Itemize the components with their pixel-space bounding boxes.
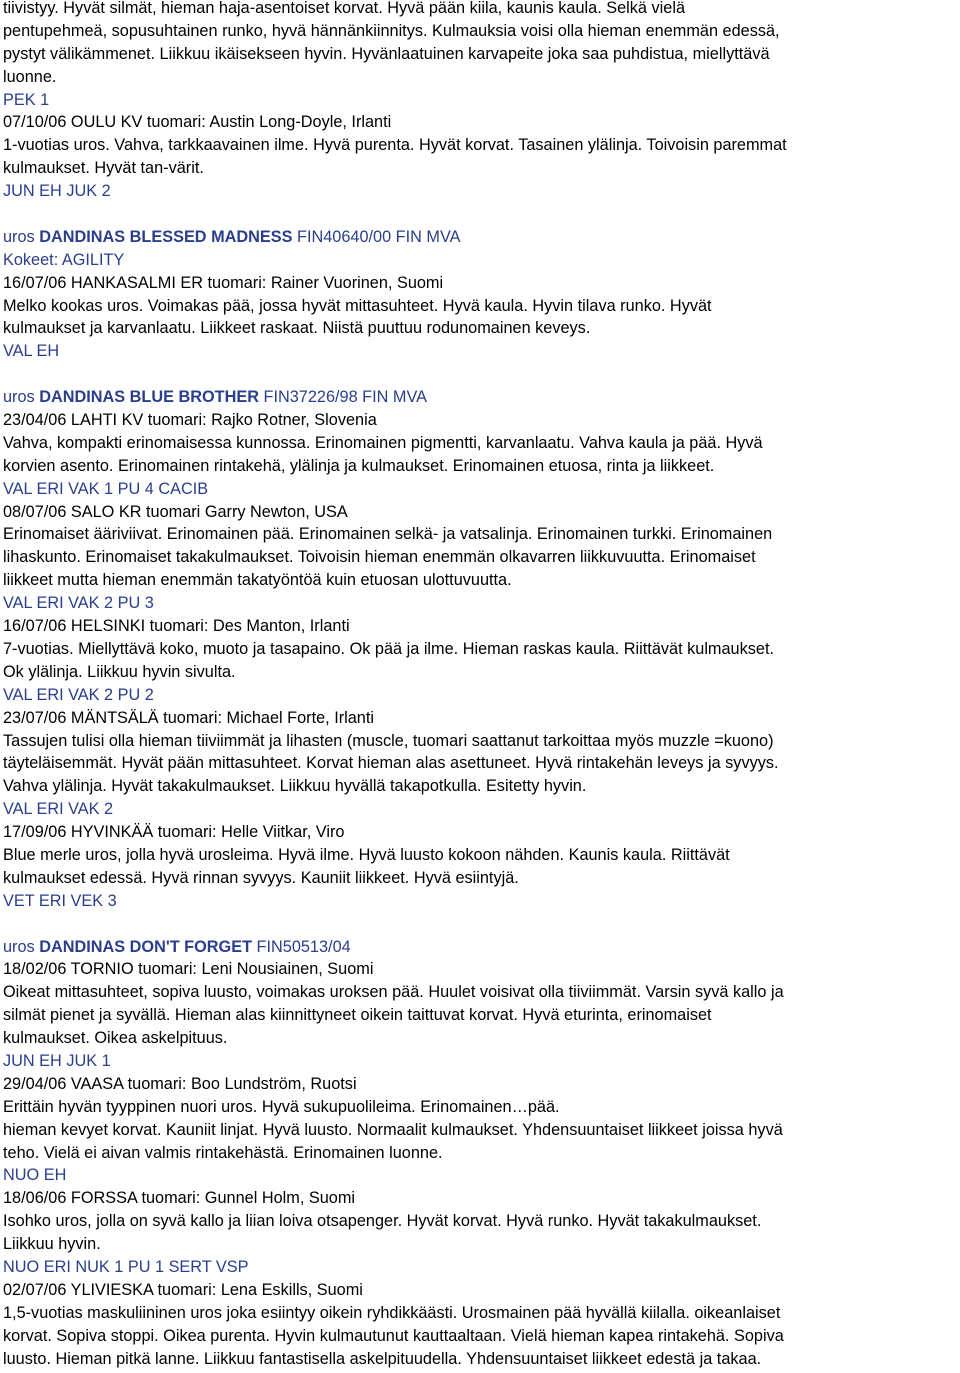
critique-line: kulmaukset. Oikea askelpituus. bbox=[3, 1029, 228, 1048]
critique-line: kulmaukset edessä. Hyvä rinnan syvyys. Kauniit liikkeet. Hyvä esiintyjä. bbox=[3, 868, 519, 887]
critique-line: kulmaukset. Hyvät tan-värit. bbox=[3, 159, 204, 178]
dog-sex: uros bbox=[3, 937, 40, 956]
award-line: VET ERI VEK 3 bbox=[3, 891, 117, 910]
critique-line: 1,5-vuotias maskuliininen uros joka esiintyy oikein ryhdikkäästi. Urosmainen pää hyvällä kiilalla. oikeanlaiset bbox=[3, 1303, 781, 1322]
critique-line: Vahva ylälinja. Hyvät takakulmaukset. Liikkuu hyvällä takapotkulla. Esitetty hyvin. bbox=[3, 777, 587, 796]
critique-line: silmät pienet ja syvällä. Hieman alas kiinnittyneet oikein taittuvat korvat. Hyvä eturinta, erinomaiset bbox=[3, 1006, 712, 1025]
critique-line: Erinomaiset ääriviivat. Erinomainen pää. Erinomainen selkä- ja vatsalinja. Erinomainen turkki. Erinomainen bbox=[3, 525, 773, 544]
dog-registration: FIN37226/98 FIN MVA bbox=[259, 388, 428, 407]
critique-line: liikkeet mutta hieman enemmän takatyöntöä kuin etuosan ulottuvuutta. bbox=[3, 571, 512, 590]
critique-line: Ok ylälinja. Liikkuu hyvin sivulta. bbox=[3, 662, 236, 681]
critique-line: kulmaukset ja karvanlaatu. Liikkeet raskaat. Niistä puuttuu rodunomainen keveys. bbox=[3, 319, 591, 338]
dog-name: DANDINAS BLESSED MADNESS bbox=[39, 227, 293, 246]
critique-line: pystyt välikämmenet. Liikkuu ikäisekseen hyvin. Hyvänlaatuinen karvapeite joka saa puhdistua, miellyttävä bbox=[3, 44, 770, 63]
dog-tests: Kokeet: AGILITY bbox=[3, 250, 125, 269]
show-line: 23/07/06 MÄNTSÄLÄ tuomari: Michael Forte, Irlanti bbox=[3, 708, 375, 727]
critique-line: teho. Vielä ei aivan valmis rintakehästä. Erinomainen luonne. bbox=[3, 1143, 443, 1162]
critique-line: 1-vuotias uros. Vahva, tarkkaavainen ilme. Hyvä purenta. Hyvät korvat. Tasainen ylälinja. Toivoisin paremmat bbox=[3, 136, 787, 155]
dog-heading bbox=[3, 386, 958, 409]
award-line: VAL ERI VAK 2 bbox=[3, 800, 114, 819]
show-line: 17/09/06 HYVINKÄÄ tuomari: Helle Viitkar, Viro bbox=[3, 823, 345, 842]
critique-line: lihaskunto. Erinomaiset takakulmaukset. Toivoisin hieman enemmän olkavarren liikkuvuutta. Erinomaiset bbox=[3, 548, 756, 567]
dog-name: DANDINAS BLUE BROTHER bbox=[39, 388, 259, 407]
award-line: JUN EH JUK 2 bbox=[3, 182, 111, 201]
dog-sex: uros bbox=[3, 227, 40, 246]
dog-sex: uros bbox=[3, 388, 40, 407]
show-line: 02/07/06 YLIVIESKA tuomari: Lena Eskills, Suomi bbox=[3, 1280, 363, 1299]
critique-line: hieman kevyet korvat. Kauniit linjat. Hyvä luusto. Normaalit kulmaukset. Yhdensuuntaiset liikkeet joissa hyvä bbox=[3, 1120, 783, 1139]
show-line: 29/04/06 VAASA tuomari: Boo Lundström, Ruotsi bbox=[3, 1074, 357, 1093]
dog-registration: FIN50513/04 bbox=[252, 937, 351, 956]
dog-name: DANDINAS DON'T FORGET bbox=[39, 937, 253, 956]
show-line: 18/02/06 TORNIO tuomari: Leni Nousiainen, Suomi bbox=[3, 960, 374, 979]
critique-line: tiivistyy. Hyvät silmät, hieman haja-asentoiset korvat. Hyvä pään kiila, kaunis kaula. Selkä vielä bbox=[3, 0, 685, 17]
award-line: VAL ERI VAK 1 PU 4 CACIB bbox=[3, 479, 209, 498]
show-line: 16/07/06 HANKASALMI ER tuomari: Rainer Vuorinen, Suomi bbox=[3, 273, 444, 292]
award-line: VAL EH bbox=[3, 342, 60, 361]
spacer bbox=[3, 913, 958, 936]
dog-heading bbox=[3, 936, 958, 959]
critique-line: luonne. bbox=[3, 67, 57, 86]
award-line: VAL ERI VAK 2 PU 2 bbox=[3, 685, 154, 704]
show-line: 23/04/06 LAHTI KV tuomari: Rajko Rotner, Slovenia bbox=[3, 411, 377, 430]
critique-line: Vahva, kompakti erinomaisessa kunnossa. Erinomainen pigmentti, karvanlaatu. Vahva kaula ja pää. Hyvä bbox=[3, 433, 763, 452]
critique-line: täyteläisemmät. Hyvät pään mittasuhteet. Korvat hieman alas asettuneet. Hyvä rintakehän leveys ja syvyys. bbox=[3, 754, 779, 773]
critique-line: Oikeat mittasuhteet, sopiva luusto, voimakas uroksen pää. Huulet voisivat olla tiiviimmät. Varsin syvä kallo ja bbox=[3, 983, 784, 1002]
critique-line: pentupehmeä, sopusuhtainen runko, hyvä hännänkiinnitys. Kulmauksia voisi olla hieman enemmän edessä, bbox=[3, 21, 780, 40]
critique-line: luusto. Hieman pitkä lanne. Liikkuu fantastisella askelpituudella. Yhdensuuntaiset liikkeet edestä ja takaa. bbox=[3, 1349, 762, 1368]
spacer bbox=[3, 363, 958, 386]
critique-line: korvien asento. Erinomainen rintakehä, ylälinja ja kulmaukset. Erinomainen etuosa, rinta ja liikkeet. bbox=[3, 456, 715, 475]
critique-line: Liikkuu hyvin. bbox=[3, 1235, 101, 1254]
show-line: 18/06/06 FORSSA tuomari: Gunnel Holm, Suomi bbox=[3, 1189, 356, 1208]
critique-line: korvat. Sopiva stoppi. Oikea purenta. Hyvin kulmautunut kauttaaltaan. Vielä hieman kapea rintakehä. Sopiva bbox=[3, 1326, 784, 1345]
critique-line: Blue merle uros, jolla hyvä urosleima. Hyvä ilme. Hyvä luusto kokoon nähden. Kaunis kaula. Riittävät bbox=[3, 845, 730, 864]
award-line: PEK 1 bbox=[3, 90, 50, 109]
award-line: VAL ERI VAK 2 PU 3 bbox=[3, 594, 154, 613]
critique-line: 7-vuotias. Miellyttävä koko, muoto ja tasapaino. Ok pää ja ilme. Hieman raskas kaula. Riittävät kulmaukset. bbox=[3, 639, 774, 658]
critique-line: Tassujen tulisi olla hieman tiiviimmät ja lihasten (muscle, tuomari saattanut tarkoittaa myös muzzle =kuono) bbox=[3, 731, 774, 750]
award-line: NUO ERI NUK 1 PU 1 SERT VSP bbox=[3, 1257, 249, 1276]
critique-line: Erittäin hyvän tyyppinen nuori uros. Hyvä sukupuolileima. Erinomainen…pää. bbox=[3, 1097, 560, 1116]
critique-line: Melko kookas uros. Voimakas pää, jossa hyvät mittasuhteet. Hyvä kaula. Hyvin tilava runko. Hyvät bbox=[3, 296, 712, 315]
award-line: JUN EH JUK 1 bbox=[3, 1051, 111, 1070]
show-line: 08/07/06 SALO KR tuomari Garry Newton, USA bbox=[3, 502, 348, 521]
show-line: 07/10/06 OULU KV tuomari: Austin Long-Doyle, Irlanti bbox=[3, 113, 392, 132]
award-line: NUO EH bbox=[3, 1166, 67, 1185]
spacer bbox=[3, 203, 958, 226]
show-line: 16/07/06 HELSINKI tuomari: Des Manton, Irlanti bbox=[3, 617, 350, 636]
dog-registration: FIN40640/00 FIN MVA bbox=[292, 227, 461, 246]
critique-line: Isohko uros, jolla on syvä kallo ja liian loiva otsapenger. Hyvät korvat. Hyvä runko. Hyvät takakulmaukset. bbox=[3, 1212, 762, 1231]
document-page bbox=[3, 0, 958, 1370]
dog-heading bbox=[3, 226, 958, 249]
